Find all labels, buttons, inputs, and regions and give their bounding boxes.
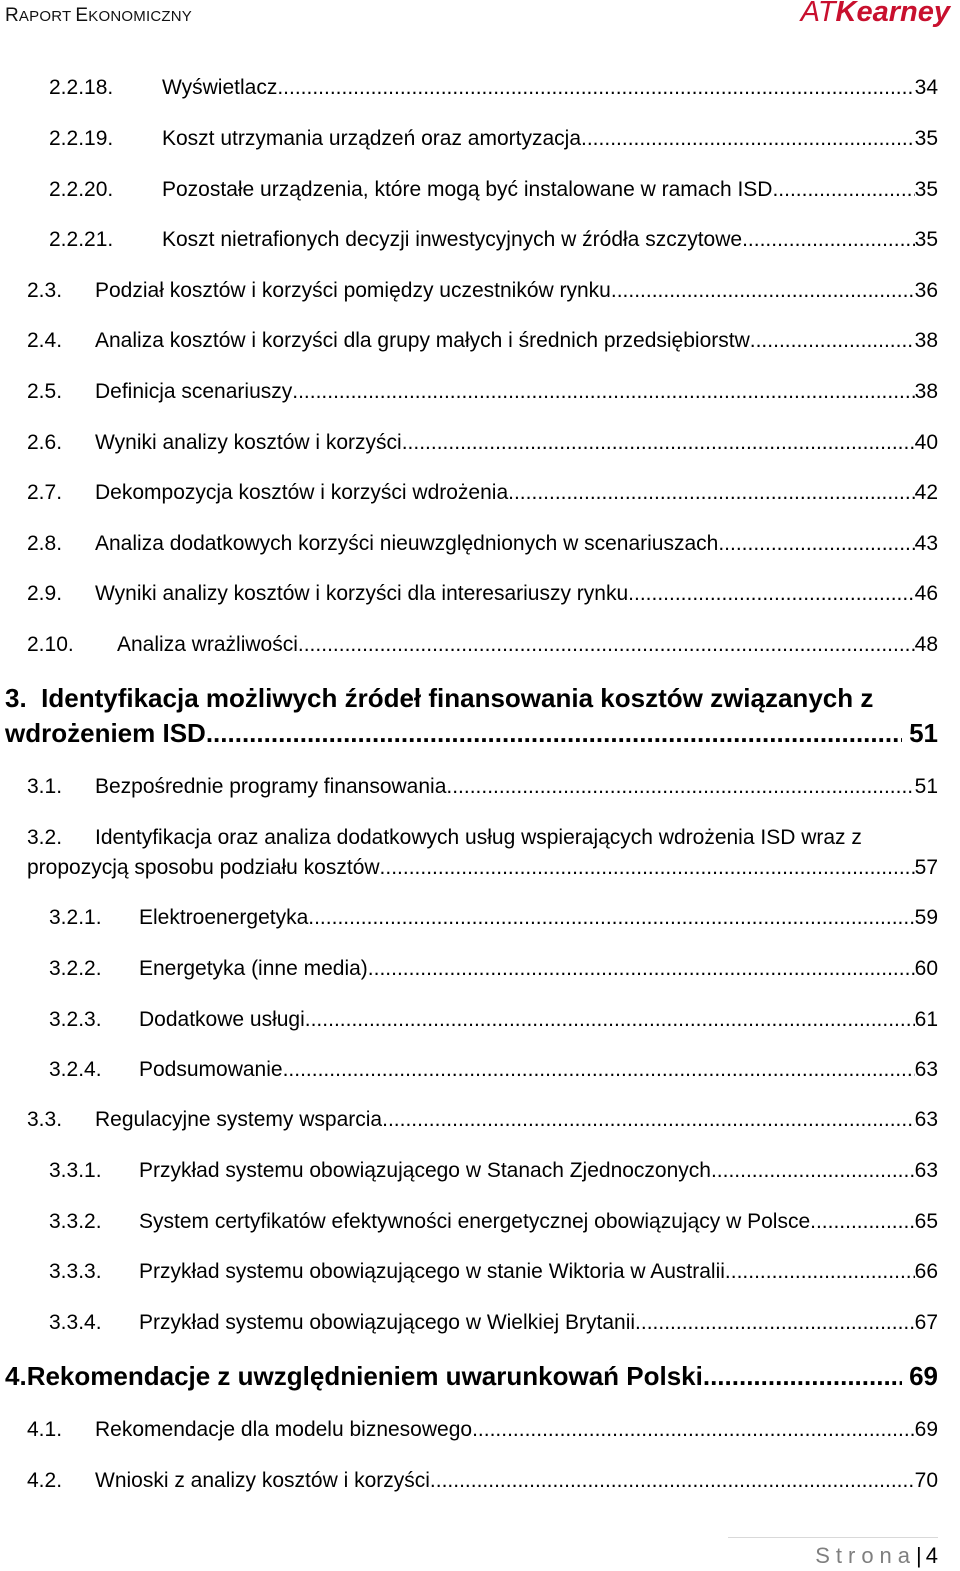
- toc-number: 2.8.: [27, 532, 63, 555]
- toc-title: System certyfikatów efektywności energetycznej obowiązujący w Polsce: [139, 1210, 811, 1233]
- toc-number: 2.6.: [27, 431, 63, 454]
- footer-separator: |: [916, 1543, 922, 1568]
- toc-number: 2.2.20.: [49, 178, 114, 201]
- toc-title: Pozostałe urządzenia, które mogą być instalowane w ramach ISD: [162, 178, 773, 201]
- toc-entry[interactable]: [27, 380, 938, 404]
- toc-number: 3.3.3.: [49, 1260, 102, 1283]
- toc-title: Analiza dodatkowych korzyści nieuwzględnionych w scenariuszach: [95, 532, 719, 555]
- toc-entry[interactable]: [49, 178, 938, 202]
- dot-leader: [750, 329, 915, 353]
- toc-number: 2.7.: [27, 481, 63, 504]
- toc-page-number: 63: [914, 1058, 938, 1081]
- toc-number: 3.2.4.: [49, 1058, 102, 1081]
- dot-leader: [725, 1260, 915, 1284]
- toc-title: Wnioski z analizy kosztów i korzyści: [95, 1469, 430, 1492]
- toc-page-number: 59: [914, 906, 938, 929]
- report-title-word2: KONOMICZNY: [88, 8, 192, 25]
- page-footer: [815, 1543, 938, 1569]
- toc-title: Wyniki analizy kosztów i korzyści: [95, 431, 402, 454]
- dot-leader: [810, 1210, 915, 1234]
- dot-leader: [206, 716, 902, 751]
- toc-number: 2.9.: [27, 582, 63, 605]
- dot-leader: [283, 1058, 915, 1082]
- toc-page-number: 43: [914, 532, 938, 555]
- toc-title: Koszt utrzymania urządzeń oraz amortyzacja: [162, 127, 582, 150]
- toc-number: 2.2.19.: [49, 127, 114, 150]
- dot-leader: [472, 1418, 915, 1442]
- toc-page-number: 66: [914, 1260, 938, 1283]
- report-title-initial-e: E: [75, 5, 89, 26]
- toc-page-number: 35: [914, 127, 938, 150]
- toc-number: 2.10.: [27, 633, 74, 656]
- dot-leader: [292, 380, 914, 404]
- toc-page-number: 67: [914, 1311, 938, 1334]
- toc-title: Dodatkowe usługi: [139, 1008, 305, 1031]
- toc-chapter-heading[interactable]: [5, 1359, 938, 1394]
- toc-page-number: 65: [914, 1210, 938, 1233]
- report-title-initial-r: R: [5, 5, 19, 26]
- toc-title: Regulacyjne systemy wsparcia: [95, 1108, 383, 1131]
- toc-chapter-title: Rekomendacje z uwzględnieniem uwarunkowań Polski: [26, 1361, 703, 1391]
- toc-title: Elektroenergetyka: [139, 906, 309, 929]
- toc-number: 2.3.: [27, 279, 63, 302]
- toc-chapter-number: 4.: [5, 1361, 27, 1391]
- toc-page-number: 60: [914, 957, 938, 980]
- dot-leader: [611, 279, 915, 303]
- toc-number: 3.3.4.: [49, 1311, 102, 1334]
- toc-entry[interactable]: [49, 1210, 938, 1234]
- toc-title: Wyniki analizy kosztów i korzyści dla interesariuszy rynku: [95, 582, 629, 605]
- toc-title: Przykład systemu obowiązującego w Wielkiej Brytanii: [139, 1311, 636, 1334]
- toc-page-number: 61: [914, 1008, 938, 1031]
- dot-leader: [368, 957, 915, 981]
- dot-leader: [635, 1311, 915, 1335]
- toc-entry[interactable]: [49, 906, 938, 930]
- toc-entry[interactable]: [27, 633, 938, 657]
- toc-entry[interactable]: [27, 431, 938, 455]
- toc-number: 2.2.21.: [49, 228, 114, 251]
- toc-entry[interactable]: [49, 228, 938, 252]
- dot-leader: [446, 775, 914, 799]
- toc-number: 3.2.3.: [49, 1008, 102, 1031]
- toc-page-number: 63: [914, 1108, 938, 1131]
- atkearney-logo: [801, 0, 950, 29]
- toc-title: Energetyka (inne media): [139, 957, 368, 980]
- page-header: [0, 0, 960, 40]
- toc-page-number: 38: [914, 329, 938, 352]
- toc-number: 4.1.: [27, 1418, 63, 1441]
- dot-leader: [508, 481, 915, 505]
- toc-entry[interactable]: [49, 1058, 938, 1082]
- toc-title: Przykład systemu obowiązującego w stanie Wiktoria w Australii: [139, 1260, 725, 1283]
- toc-title: Koszt nietrafionych decyzji inwestycyjnych w źródła szczytowe: [162, 228, 743, 251]
- toc-entry[interactable]: [27, 1418, 938, 1442]
- toc-number: 2.5.: [27, 380, 63, 403]
- dot-leader: [772, 178, 914, 202]
- toc-page-number: 34: [914, 76, 938, 99]
- dot-leader: [382, 1108, 915, 1132]
- toc-page-number: 35: [914, 228, 938, 251]
- toc-number: 3.2.: [27, 826, 63, 849]
- toc-entry[interactable]: [27, 775, 938, 799]
- logo-brand: Kearney: [835, 0, 950, 28]
- toc-page-number: 46: [914, 582, 938, 605]
- report-title-word1: APORT: [18, 8, 76, 25]
- toc-number: 3.1.: [27, 775, 63, 798]
- toc-entry[interactable]: [27, 826, 938, 850]
- toc-page-number: 57: [914, 856, 938, 879]
- toc-page-number: 69: [909, 1361, 938, 1391]
- dot-leader: [711, 1159, 915, 1183]
- dot-leader: [430, 1469, 915, 1493]
- toc-page-number: 42: [914, 481, 938, 504]
- toc-page-number: 48: [914, 633, 938, 656]
- toc-page-number: 35: [914, 178, 938, 201]
- toc-entry[interactable]: [27, 329, 938, 353]
- toc-chapter-title: wdrożeniem ISD: [5, 718, 206, 748]
- toc-number: 3.2.2.: [49, 957, 102, 980]
- toc-entry[interactable]: [49, 76, 938, 100]
- dot-leader: [718, 532, 914, 556]
- toc-title: Bezpośrednie programy finansowania: [95, 775, 447, 798]
- toc-number: 4.2.: [27, 1469, 63, 1492]
- dot-leader: [581, 127, 915, 151]
- toc-title: Dekompozycja kosztów i korzyści wdrożenia: [95, 481, 509, 504]
- toc-entry[interactable]: [49, 1008, 938, 1032]
- logo-at: AT: [800, 0, 836, 28]
- toc-title: Podział kosztów i korzyści pomiędzy uczestników rynku: [95, 279, 611, 302]
- toc-title: Podsumowanie: [139, 1058, 283, 1081]
- toc-entry[interactable]: [27, 1108, 938, 1132]
- toc-title: propozycją sposobu podziału kosztów: [27, 856, 380, 879]
- toc-title: Rekomendacje dla modelu biznesowego: [95, 1418, 473, 1441]
- dot-leader: [298, 633, 915, 657]
- toc-page-number: 70: [914, 1469, 938, 1492]
- toc-title: Wyświetlacz: [162, 76, 278, 99]
- toc-page-number: 69: [914, 1418, 938, 1441]
- report-title: [5, 5, 192, 27]
- dot-leader: [308, 906, 914, 930]
- footer-divider: [728, 1537, 938, 1538]
- toc-number: 3.3.2.: [49, 1210, 102, 1233]
- toc-page-number: 40: [914, 431, 938, 454]
- toc-chapter-number: 3.: [5, 683, 27, 713]
- toc-chapter-heading-continued[interactable]: [5, 716, 938, 751]
- toc-entry[interactable]: [27, 532, 938, 556]
- toc-entry[interactable]: [49, 1159, 938, 1183]
- toc-page-number: 38: [914, 380, 938, 403]
- toc-number: 3.3.1.: [49, 1159, 102, 1182]
- toc-page-number: 51: [914, 775, 938, 798]
- toc-entry[interactable]: [27, 279, 938, 303]
- toc-title: Analiza wrażliwości: [117, 633, 298, 656]
- footer-page-number: 4: [925, 1543, 938, 1568]
- toc-page-number: 36: [914, 279, 938, 302]
- toc-number: 3.2.1.: [49, 906, 102, 929]
- toc-number: 2.4.: [27, 329, 63, 352]
- toc-chapter-title: Identyfikacja możliwych źródeł finansowania kosztów związanych z: [41, 683, 874, 713]
- toc-entry[interactable]: [49, 1260, 938, 1284]
- dot-leader: [380, 856, 915, 880]
- toc-entry-continued[interactable]: [27, 856, 938, 880]
- toc-entry[interactable]: [27, 481, 938, 505]
- toc-number: 3.3.: [27, 1108, 63, 1131]
- toc-title: Analiza kosztów i korzyści dla grupy małych i średnich przedsiębiorstw: [95, 329, 750, 352]
- toc-page-number: 63: [914, 1159, 938, 1182]
- dot-leader: [402, 431, 915, 455]
- toc-title: Przykład systemu obowiązującego w Stanach Zjednoczonych: [139, 1159, 711, 1182]
- dot-leader: [703, 1359, 902, 1394]
- toc-chapter-heading[interactable]: [5, 681, 938, 716]
- footer-page-label: Strona: [815, 1543, 917, 1568]
- dot-leader: [305, 1008, 915, 1032]
- toc-entry[interactable]: [27, 582, 938, 606]
- toc-entry[interactable]: [49, 957, 938, 981]
- dot-leader: [742, 228, 915, 252]
- toc-title: Definicja scenariuszy: [95, 380, 293, 403]
- dot-leader: [277, 76, 914, 100]
- toc-entry[interactable]: [49, 1311, 938, 1335]
- dot-leader: [628, 582, 914, 606]
- toc-entry[interactable]: [27, 1469, 938, 1493]
- toc-page-number: 51: [909, 718, 938, 748]
- toc-entry[interactable]: [49, 127, 938, 151]
- toc-number: 2.2.18.: [49, 76, 114, 99]
- toc-title: Identyfikacja oraz analiza dodatkowych usług wspierających wdrożenia ISD wraz z: [95, 826, 862, 849]
